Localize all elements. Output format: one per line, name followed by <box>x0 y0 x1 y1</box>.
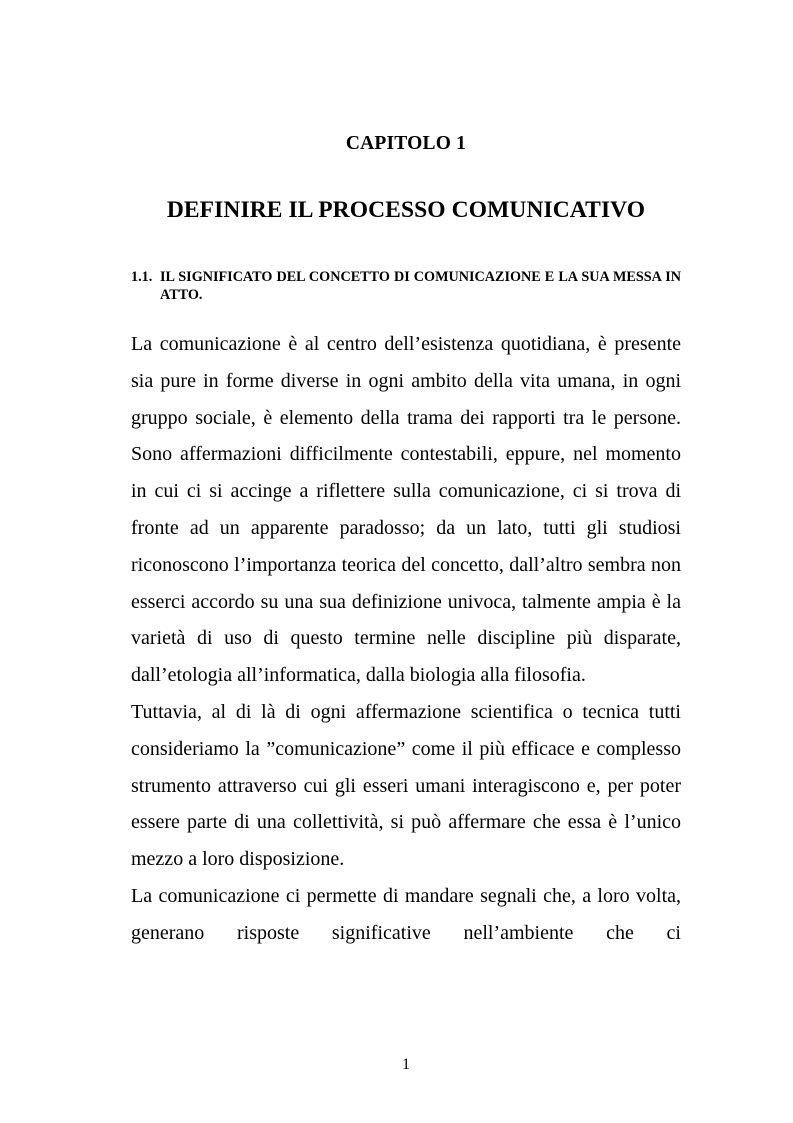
section-number: 1.1. <box>131 269 153 285</box>
paragraph-2: Tuttavia, al di là di ogni affermazione scientifica o tecnica tutti consideriamo la ”comunicazione” come il più efficace e complesso strumento attraverso cui gli esseri umani interagiscono e, per poter essere parte di una collettività, si può affermare che essa è l’unico mezzo a loro disposizione. <box>131 700 681 871</box>
section-heading <box>131 268 681 304</box>
body-text <box>131 326 681 952</box>
paragraph-3: La comunicazione ci permette di mandare segnali che, a loro volta, generano risposte significative nell’ambiente che ci <box>131 884 681 944</box>
page-number: 1 <box>402 1056 410 1073</box>
paragraph-1: La comunicazione è al centro dell’esistenza quotidiana, è presente sia pure in forme diverse in ogni ambito della vita umana, in ogni gruppo sociale, è elemento della trama dei rapporti tra le persone. Sono affermazioni difficilmente contestabili, eppure, nel momento in cui ci si accinge a riflettere sulla comunicazione, ci si trova di fronte ad un apparente paradosso; da un lato, tutti gli studiosi riconoscono l’importanza teorica del concetto, dall’altro sembra non esserci accordo su una sua definizione univoca, talmente ampia è la varietà di uso di questo termine nelle discipline più disparate, dall’etologia all’informatica, dalla biologia alla filosofia. <box>131 333 681 687</box>
chapter-title: DEFINIRE IL PROCESSO COMUNICATIVO <box>166 197 646 223</box>
section-title: IL SIGNIFICATO DEL CONCETTO DI COMUNICAZIONE E LA SUA MESSA IN ATTO. <box>160 269 681 303</box>
chapter-label: CAPITOLO 1 <box>345 133 467 154</box>
